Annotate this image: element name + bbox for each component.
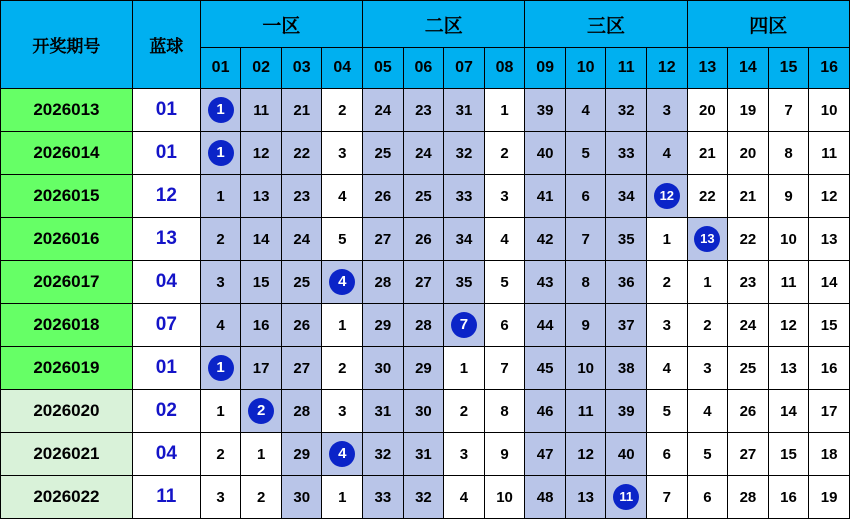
number-cell: 32 bbox=[444, 132, 485, 175]
number-cell: 15 bbox=[768, 433, 809, 476]
col-header-05: 05 bbox=[363, 48, 404, 89]
zone-header-3: 三区 bbox=[525, 1, 687, 48]
number-cell: 4 bbox=[647, 132, 688, 175]
issue-number: 2026016 bbox=[1, 218, 133, 261]
number-cell: 1 bbox=[200, 390, 241, 433]
number-cell: 25 bbox=[363, 132, 404, 175]
number-cell: 27 bbox=[363, 218, 404, 261]
number-cell: 10 bbox=[565, 347, 606, 390]
number-cell bbox=[647, 175, 688, 218]
number-cell: 27 bbox=[403, 261, 444, 304]
number-cell: 32 bbox=[363, 433, 404, 476]
number-cell: 13 bbox=[565, 476, 606, 519]
number-cell: 30 bbox=[363, 347, 404, 390]
number-cell: 7 bbox=[647, 476, 688, 519]
table-row bbox=[1, 433, 850, 476]
number-cell: 2 bbox=[444, 390, 485, 433]
col-header-16: 16 bbox=[809, 48, 850, 89]
number-cell: 31 bbox=[363, 390, 404, 433]
number-cell: 14 bbox=[768, 390, 809, 433]
number-cell: 5 bbox=[484, 261, 525, 304]
number-cell: 20 bbox=[728, 132, 769, 175]
number-cell: 3 bbox=[322, 390, 363, 433]
number-cell: 6 bbox=[484, 304, 525, 347]
number-cell: 39 bbox=[525, 89, 566, 132]
table-row bbox=[1, 218, 850, 261]
number-cell: 11 bbox=[565, 390, 606, 433]
number-cell: 22 bbox=[728, 218, 769, 261]
col-header-12: 12 bbox=[647, 48, 688, 89]
number-cell bbox=[200, 132, 241, 175]
number-cell: 48 bbox=[525, 476, 566, 519]
number-cell: 9 bbox=[484, 433, 525, 476]
marked-ball: 1 bbox=[208, 140, 234, 166]
table-row bbox=[1, 304, 850, 347]
zone-header-1: 一区 bbox=[200, 1, 362, 48]
number-cell: 2 bbox=[241, 476, 282, 519]
number-cell: 45 bbox=[525, 347, 566, 390]
number-cell: 12 bbox=[241, 132, 282, 175]
col-header-10: 10 bbox=[565, 48, 606, 89]
number-cell: 19 bbox=[728, 89, 769, 132]
col-header-14: 14 bbox=[728, 48, 769, 89]
number-cell: 21 bbox=[281, 89, 322, 132]
number-cell: 29 bbox=[281, 433, 322, 476]
table-row bbox=[1, 390, 850, 433]
number-cell: 25 bbox=[403, 175, 444, 218]
number-cell: 13 bbox=[809, 218, 850, 261]
number-cell: 23 bbox=[403, 89, 444, 132]
issue-number: 2026013 bbox=[1, 89, 133, 132]
col-header-03: 03 bbox=[281, 48, 322, 89]
number-cell: 23 bbox=[728, 261, 769, 304]
number-cell: 24 bbox=[363, 89, 404, 132]
number-cell: 14 bbox=[241, 218, 282, 261]
number-cell: 32 bbox=[403, 476, 444, 519]
number-cell: 3 bbox=[200, 261, 241, 304]
col-header-01: 01 bbox=[200, 48, 241, 89]
number-cell: 2 bbox=[687, 304, 728, 347]
table-row bbox=[1, 347, 850, 390]
marked-ball: 11 bbox=[613, 484, 639, 510]
number-cell: 29 bbox=[363, 304, 404, 347]
number-cell: 3 bbox=[647, 304, 688, 347]
number-cell: 13 bbox=[241, 175, 282, 218]
number-cell: 4 bbox=[484, 218, 525, 261]
number-cell: 20 bbox=[687, 89, 728, 132]
number-cell: 37 bbox=[606, 304, 647, 347]
number-cell: 6 bbox=[687, 476, 728, 519]
number-cell: 5 bbox=[565, 132, 606, 175]
zone-header-2: 二区 bbox=[363, 1, 525, 48]
number-cell: 1 bbox=[241, 433, 282, 476]
number-cell: 21 bbox=[728, 175, 769, 218]
blue-ball-value: 07 bbox=[132, 304, 200, 347]
blue-ball-value: 13 bbox=[132, 218, 200, 261]
number-cell bbox=[444, 304, 485, 347]
issue-number: 2026015 bbox=[1, 175, 133, 218]
number-cell: 19 bbox=[809, 476, 850, 519]
number-cell: 47 bbox=[525, 433, 566, 476]
blue-ball-value: 01 bbox=[132, 347, 200, 390]
number-cell: 1 bbox=[687, 261, 728, 304]
table-body bbox=[1, 89, 850, 519]
number-cell: 30 bbox=[281, 476, 322, 519]
blue-ball-value: 01 bbox=[132, 132, 200, 175]
number-cell: 42 bbox=[525, 218, 566, 261]
col-header-04: 04 bbox=[322, 48, 363, 89]
number-cell: 3 bbox=[444, 433, 485, 476]
issue-number: 2026021 bbox=[1, 433, 133, 476]
marked-ball: 12 bbox=[654, 183, 680, 209]
issue-number: 2026018 bbox=[1, 304, 133, 347]
number-cell: 46 bbox=[525, 390, 566, 433]
table-row bbox=[1, 89, 850, 132]
number-cell: 10 bbox=[484, 476, 525, 519]
col-header-06: 06 bbox=[403, 48, 444, 89]
number-cell: 7 bbox=[565, 218, 606, 261]
number-cell: 1 bbox=[647, 218, 688, 261]
number-cell: 6 bbox=[647, 433, 688, 476]
blue-ball-value: 04 bbox=[132, 433, 200, 476]
number-cell: 3 bbox=[484, 175, 525, 218]
number-cell bbox=[687, 218, 728, 261]
table-header bbox=[1, 1, 850, 89]
table-row bbox=[1, 175, 850, 218]
number-cell: 28 bbox=[403, 304, 444, 347]
number-cell: 4 bbox=[647, 347, 688, 390]
number-cell: 14 bbox=[809, 261, 850, 304]
number-cell: 12 bbox=[565, 433, 606, 476]
col-header-07: 07 bbox=[444, 48, 485, 89]
number-cell: 16 bbox=[241, 304, 282, 347]
number-cell: 1 bbox=[200, 175, 241, 218]
number-cell: 17 bbox=[241, 347, 282, 390]
marked-ball: 1 bbox=[208, 355, 234, 381]
number-cell: 28 bbox=[363, 261, 404, 304]
number-cell: 15 bbox=[241, 261, 282, 304]
number-cell: 7 bbox=[768, 89, 809, 132]
col-header-02: 02 bbox=[241, 48, 282, 89]
number-cell bbox=[322, 261, 363, 304]
number-cell: 18 bbox=[809, 433, 850, 476]
number-cell: 38 bbox=[606, 347, 647, 390]
number-cell: 16 bbox=[768, 476, 809, 519]
number-cell: 1 bbox=[322, 304, 363, 347]
number-cell: 4 bbox=[444, 476, 485, 519]
blue-ball-value: 04 bbox=[132, 261, 200, 304]
number-cell: 24 bbox=[728, 304, 769, 347]
col-header-09: 09 bbox=[525, 48, 566, 89]
marked-ball: 2 bbox=[248, 398, 274, 424]
number-cell: 26 bbox=[281, 304, 322, 347]
issue-number: 2026014 bbox=[1, 132, 133, 175]
marked-ball: 7 bbox=[451, 312, 477, 338]
marked-ball: 4 bbox=[329, 441, 355, 467]
number-cell: 26 bbox=[363, 175, 404, 218]
number-cell: 12 bbox=[768, 304, 809, 347]
number-cell: 3 bbox=[200, 476, 241, 519]
number-cell: 22 bbox=[281, 132, 322, 175]
number-cell: 3 bbox=[687, 347, 728, 390]
number-cell: 21 bbox=[687, 132, 728, 175]
number-cell bbox=[241, 390, 282, 433]
number-cell: 43 bbox=[525, 261, 566, 304]
number-cell: 11 bbox=[809, 132, 850, 175]
number-cell: 2 bbox=[322, 347, 363, 390]
number-cell: 11 bbox=[768, 261, 809, 304]
number-cell bbox=[322, 433, 363, 476]
blue-ball-value: 12 bbox=[132, 175, 200, 218]
number-cell: 3 bbox=[647, 89, 688, 132]
number-cell: 4 bbox=[565, 89, 606, 132]
number-cell: 4 bbox=[200, 304, 241, 347]
number-cell: 2 bbox=[484, 132, 525, 175]
number-cell: 44 bbox=[525, 304, 566, 347]
number-cell: 16 bbox=[809, 347, 850, 390]
number-cell: 29 bbox=[403, 347, 444, 390]
number-cell: 33 bbox=[444, 175, 485, 218]
number-cell: 40 bbox=[606, 433, 647, 476]
marked-ball: 4 bbox=[329, 269, 355, 295]
header-row-zones bbox=[1, 1, 850, 48]
number-cell: 4 bbox=[687, 390, 728, 433]
number-cell: 35 bbox=[444, 261, 485, 304]
number-cell: 8 bbox=[565, 261, 606, 304]
number-cell: 24 bbox=[403, 132, 444, 175]
number-cell: 33 bbox=[363, 476, 404, 519]
number-cell: 34 bbox=[606, 175, 647, 218]
number-cell: 11 bbox=[241, 89, 282, 132]
number-cell: 8 bbox=[484, 390, 525, 433]
number-cell: 25 bbox=[728, 347, 769, 390]
table-row bbox=[1, 476, 850, 519]
number-cell: 4 bbox=[322, 175, 363, 218]
blue-ball-value: 01 bbox=[132, 89, 200, 132]
number-cell bbox=[200, 89, 241, 132]
number-cell: 33 bbox=[606, 132, 647, 175]
number-cell: 22 bbox=[687, 175, 728, 218]
issue-number: 2026017 bbox=[1, 261, 133, 304]
number-cell: 2 bbox=[200, 218, 241, 261]
number-cell: 27 bbox=[728, 433, 769, 476]
number-cell: 41 bbox=[525, 175, 566, 218]
table-row bbox=[1, 132, 850, 175]
number-cell: 36 bbox=[606, 261, 647, 304]
col-header-11: 11 bbox=[606, 48, 647, 89]
issue-number: 2026019 bbox=[1, 347, 133, 390]
number-cell: 5 bbox=[647, 390, 688, 433]
issue-number: 2026020 bbox=[1, 390, 133, 433]
marked-ball: 13 bbox=[694, 226, 720, 252]
number-cell: 31 bbox=[403, 433, 444, 476]
col-header-08: 08 bbox=[484, 48, 525, 89]
header-blue-ball: 蓝球 bbox=[132, 1, 200, 89]
number-cell: 39 bbox=[606, 390, 647, 433]
number-cell: 10 bbox=[768, 218, 809, 261]
number-cell: 40 bbox=[525, 132, 566, 175]
number-cell bbox=[606, 476, 647, 519]
number-cell: 35 bbox=[606, 218, 647, 261]
zone-header-4: 四区 bbox=[687, 1, 849, 48]
number-cell: 2 bbox=[647, 261, 688, 304]
number-cell: 13 bbox=[768, 347, 809, 390]
number-cell: 31 bbox=[444, 89, 485, 132]
number-cell: 2 bbox=[322, 89, 363, 132]
number-cell: 15 bbox=[809, 304, 850, 347]
number-cell: 28 bbox=[281, 390, 322, 433]
number-cell: 17 bbox=[809, 390, 850, 433]
number-cell: 1 bbox=[484, 89, 525, 132]
number-cell: 2 bbox=[200, 433, 241, 476]
number-cell: 5 bbox=[322, 218, 363, 261]
number-cell: 3 bbox=[322, 132, 363, 175]
number-cell: 30 bbox=[403, 390, 444, 433]
number-cell: 25 bbox=[281, 261, 322, 304]
number-cell: 9 bbox=[565, 304, 606, 347]
number-cell: 23 bbox=[281, 175, 322, 218]
issue-number: 2026022 bbox=[1, 476, 133, 519]
marked-ball: 1 bbox=[208, 97, 234, 123]
number-cell: 26 bbox=[403, 218, 444, 261]
number-cell: 12 bbox=[809, 175, 850, 218]
number-cell: 1 bbox=[444, 347, 485, 390]
blue-ball-value: 02 bbox=[132, 390, 200, 433]
number-cell bbox=[200, 347, 241, 390]
col-header-13: 13 bbox=[687, 48, 728, 89]
number-cell: 6 bbox=[565, 175, 606, 218]
number-cell: 8 bbox=[768, 132, 809, 175]
number-cell: 27 bbox=[281, 347, 322, 390]
number-cell: 10 bbox=[809, 89, 850, 132]
number-cell: 5 bbox=[687, 433, 728, 476]
number-cell: 24 bbox=[281, 218, 322, 261]
blue-ball-value: 11 bbox=[132, 476, 200, 519]
number-cell: 7 bbox=[484, 347, 525, 390]
number-cell: 1 bbox=[322, 476, 363, 519]
header-issue: 开奖期号 bbox=[1, 1, 133, 89]
number-cell: 9 bbox=[768, 175, 809, 218]
number-cell: 32 bbox=[606, 89, 647, 132]
number-cell: 26 bbox=[728, 390, 769, 433]
col-header-15: 15 bbox=[768, 48, 809, 89]
number-cell: 34 bbox=[444, 218, 485, 261]
number-cell: 28 bbox=[728, 476, 769, 519]
table-row bbox=[1, 261, 850, 304]
